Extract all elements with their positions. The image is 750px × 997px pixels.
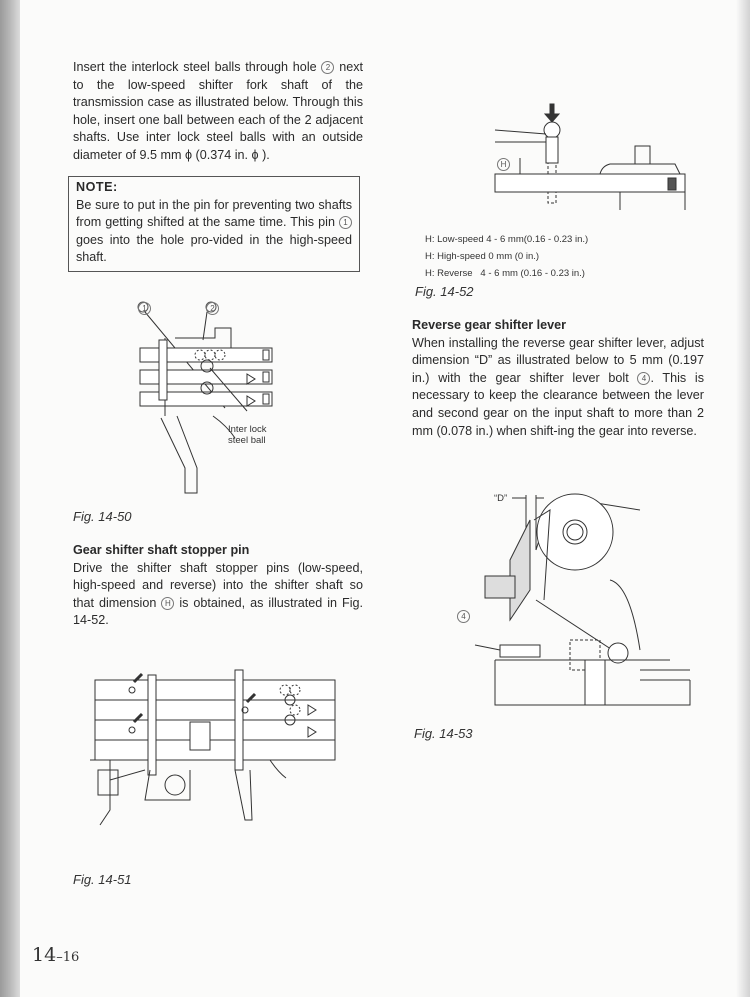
- page-number: [32, 944, 79, 966]
- fig-14-50-callout-1: 1: [138, 302, 151, 315]
- fig-14-50-caption: Fig. 14-50: [73, 509, 132, 524]
- page-separator: –: [56, 950, 63, 965]
- fig-14-53-caption: Fig. 14-53: [414, 726, 473, 741]
- stopper-pin-text-b: is obtained, as illustrated in Fig. 14-52.: [73, 595, 364, 628]
- callout-1: 1: [339, 216, 352, 229]
- stopper-pin-section: [73, 542, 363, 630]
- fig-14-53-callout-4: 4: [457, 610, 470, 623]
- callout-2: 2: [321, 61, 334, 74]
- spec-low-speed: H: Low-speed 4 - 6 mm(0.16 - 0.23 in.): [425, 234, 589, 245]
- fig-14-51-caption: Fig. 14-51: [73, 872, 132, 887]
- note-box: [68, 176, 360, 272]
- fig-14-53-illustration: [470, 490, 700, 710]
- fig-14-52-illustration: [490, 100, 690, 210]
- reverse-lever-text-a: When installing the reverse gear shifter lever, adjust dimension “D” as illustrated below to 5 mm (0.197 in.) with the gear shifter lever bolt: [412, 335, 704, 385]
- stopper-pin-text-a: Drive the shifter shaft stopper pins (low-speed, high-speed and reverse) into the shifter shaft so that dimension: [73, 560, 363, 610]
- fig-14-50-callout-2: 2: [206, 302, 219, 315]
- page-edge-shadow: [736, 0, 750, 997]
- callout-4: 4: [637, 372, 650, 385]
- intro-paragraph: [73, 59, 363, 165]
- page-no: 16: [62, 950, 80, 965]
- reverse-lever-heading: Reverse gear shifter lever: [412, 318, 567, 332]
- note-text-a: Be sure to put in the pin for preventing two shafts from getting shifted at the same time. This pin: [76, 197, 352, 230]
- label-inter-lock: Inter lock: [228, 424, 267, 435]
- intro-text-b: next to the low-speed shifter fork shaft of the transmission case as illustrated below. Through this hole, insert one ball between each of the 2 adjacent shafts. Use inter lock steel balls with an outside diameter of 9.5 mm ϕ (0.374 in. ϕ ).: [73, 60, 364, 162]
- spec-high-speed: H: High-speed 0 mm (0 in.): [425, 251, 540, 262]
- fig-14-52-caption: Fig. 14-52: [415, 284, 474, 299]
- fig-14-51-illustration: [90, 660, 350, 830]
- page-chapter: 14: [32, 944, 57, 966]
- note-text-b: goes into the hole pro-vided in the high-speed shaft.: [76, 232, 352, 265]
- stopper-pin-heading: Gear shifter shaft stopper pin: [73, 543, 250, 557]
- reverse-lever-text-b: . This is necessary to keep the clearance between the lever and second gear on the input shaft to more than 2 mm (0.078 in.) when shift-ing the gear into reverse.: [412, 370, 705, 438]
- fig-14-50-illustration: [135, 298, 285, 498]
- label-steel-ball: steel ball: [228, 435, 266, 446]
- callout-H: H: [161, 597, 174, 610]
- fig-14-50-label: [228, 424, 267, 446]
- dimension-D-label: “D”: [494, 493, 508, 504]
- note-title: NOTE:: [76, 180, 118, 194]
- spec-reverse: H: Reverse 4 - 6 mm (0.16 - 0.23 in.): [425, 268, 585, 279]
- intro-text-a: Insert the interlock steel balls through hole: [73, 60, 317, 74]
- note-text: [76, 197, 352, 267]
- book-spine-shadow: [0, 0, 20, 997]
- fig-14-52-callout-H: H: [497, 158, 510, 171]
- reverse-lever-section: [412, 317, 704, 440]
